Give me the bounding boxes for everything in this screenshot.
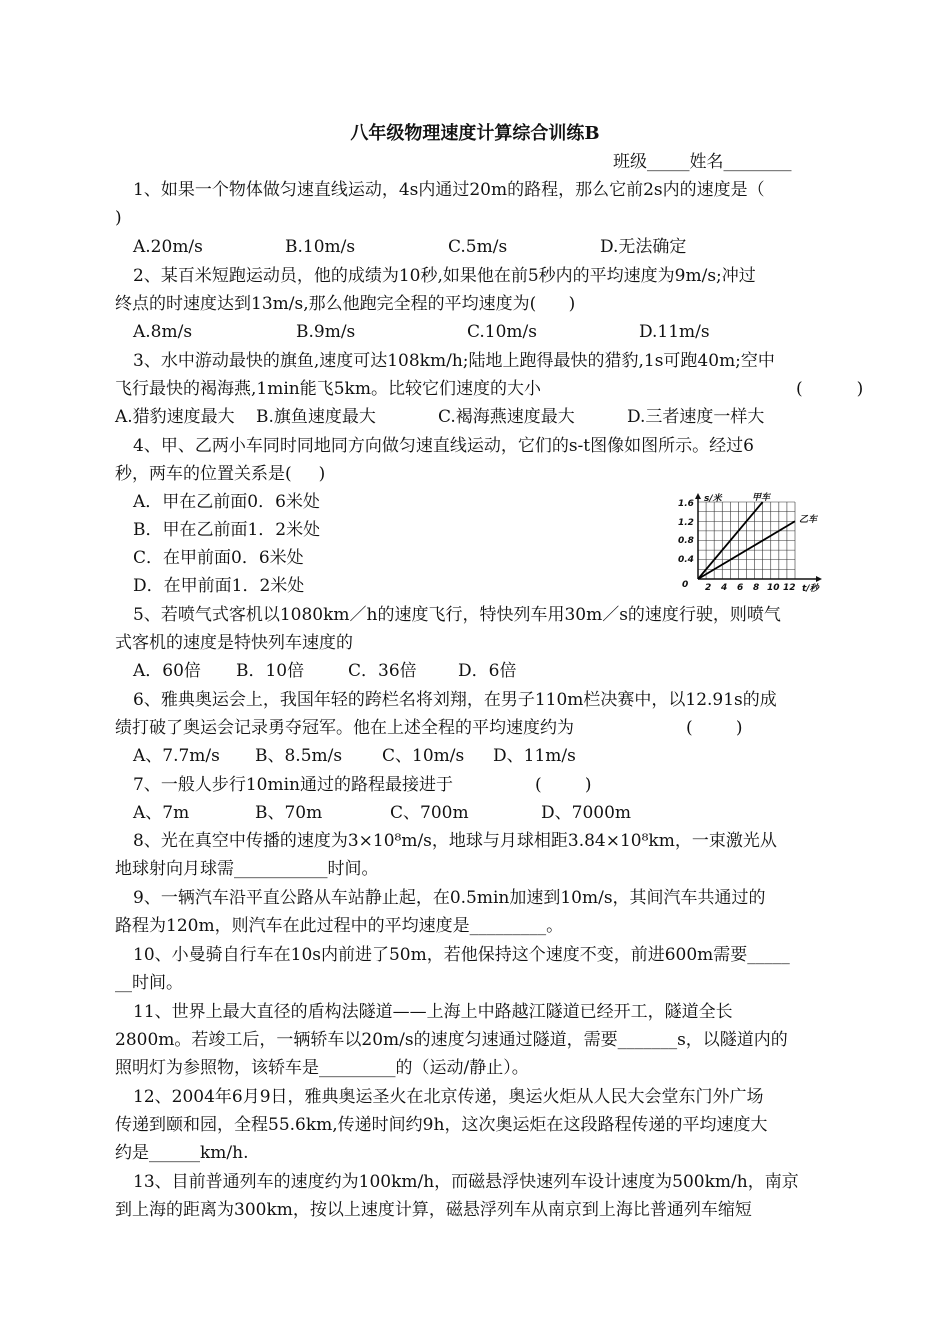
q4-option-a: A．甲在乙前面0．6米处 <box>133 492 320 512</box>
q3-option-a: A.猎豹速度最大 <box>115 407 235 427</box>
x-axis-label: t/秒 <box>802 584 819 594</box>
q13-line-2: 到上海的距离为300km，按以上速度计算，磁悬浮列车从南京到上海比普通列车缩短 <box>115 1200 752 1220</box>
q9-line-2: 路程为120m，则汽车在此过程中的平均速度是_________。 <box>115 916 564 936</box>
q4-option-c: C．在甲前面0．6米处 <box>133 548 304 568</box>
q2-line-2: 终点的时速度达到13m/s,那么他跑完全程的平均速度为( ) <box>115 294 576 314</box>
y-tick-label: 0.4 <box>678 555 694 565</box>
q7-option-d: D、7000m <box>541 803 632 823</box>
y-axis-label: s/米 <box>704 494 722 504</box>
q9-line-1: 9、一辆汽车沿平直公路从车站静止起，在0.5min加速到10m/s，其间汽车共通过的 <box>133 888 766 908</box>
series-label-yi: 乙车 <box>799 515 818 525</box>
x-tick-label: 8 <box>753 583 760 593</box>
q6-answer-bracket: ( ) <box>686 718 743 738</box>
q4-line-2: 秒，两车的位置关系是( ) <box>115 464 326 484</box>
q6-option-c: C、10m/s <box>382 746 465 766</box>
q5-line-2: 式客机的速度是特快列车速度的 <box>115 633 353 653</box>
q5-option-c: C．36倍 <box>348 661 417 681</box>
q6-line-2: 绩打破了奥运会记录勇夺冠军。他在上述全程的平均速度约为 <box>115 718 574 738</box>
graph-grid <box>698 502 795 579</box>
q1-option-a: A.20m/s <box>133 237 203 257</box>
x-axis-arrow-icon <box>816 576 822 582</box>
q12-line-2: 传递到颐和园，全程55.6km,传递时间约9h，这次奥运炬在这段路程传递的平均速度大 <box>115 1115 768 1135</box>
q7-option-c: C、700m <box>390 803 469 823</box>
y-tick-label: 1.2 <box>678 518 694 528</box>
class-name-line: 班级_____姓名________ <box>613 152 792 172</box>
q6-option-a: A、7.7m/s <box>133 746 220 766</box>
q10-line-1: 10、小曼骑自行车在10s内前进了50m，若他保持这个速度不变，前进600m需要_____ <box>133 945 790 965</box>
q11-line-1: 11、世界上最大直径的盾构法隧道——上海上中路越江隧道已经开工，隧道全长 <box>133 1002 733 1022</box>
x-tick-label: 6 <box>737 583 744 593</box>
q3-line-1: 3、水中游动最快的旗鱼,速度可达108km/h;陆地上跑得最快的猎豹,1s可跑40m;空中 <box>133 351 775 371</box>
q12-line-1: 12、2004年6月9日，雅典奥运圣火在北京传递，奥运火炬从人民大会堂东门外广场 <box>133 1087 764 1107</box>
q12-line-3: 约是______km/h. <box>115 1143 249 1163</box>
s-t-graph <box>678 492 838 594</box>
q1-option-d: D.无法确定 <box>600 237 687 257</box>
q5-option-a: A．60倍 <box>133 661 201 681</box>
q5-line-1: 5、若喷气式客机以1080km／h的速度飞行，特快列车用30m／s的速度行驶，则喷气 <box>133 605 781 625</box>
q2-option-a: A.8m/s <box>133 322 193 342</box>
q5-option-d: D．6倍 <box>458 661 517 681</box>
q4-line-1: 4、甲、乙两小车同时同地同方向做匀速直线运动，它们的s-t图像如图所示。经过6 <box>133 436 754 456</box>
q5-option-b: B．10倍 <box>236 661 305 681</box>
q7-option-a: A、7m <box>133 803 190 823</box>
q4-option-d: D．在甲前面1．2米处 <box>133 576 305 596</box>
origin-label: 0 <box>682 580 689 590</box>
q2-line-1: 2、某百米短跑运动员，他的成绩为10秒,如果他在前5秒内的平均速度为9m/s;冲过 <box>133 266 756 286</box>
series-label-jia: 甲车 <box>752 493 771 503</box>
q1-line-2: ) <box>115 208 122 228</box>
y-tick-label: 1.6 <box>678 499 694 509</box>
y-axis-arrow-icon <box>695 493 701 499</box>
q11-line-2: 2800m。若竣工后，一辆轿车以20m/s的速度匀速通过隧道，需要_______s，以隧道内的 <box>115 1030 788 1050</box>
q3-option-d: D.三者速度一样大 <box>627 407 765 427</box>
q7-answer-bracket: ( ) <box>535 775 592 795</box>
q6-option-d: D、11m/s <box>493 746 576 766</box>
q6-option-b: B、8.5m/s <box>255 746 343 766</box>
q1-line-1: 1、如果一个物体做匀速直线运动，4s内通过20m的路程，那么它前2s内的速度是（ <box>133 180 765 200</box>
q8-line-1: 8、光在真空中传播的速度为3×10⁸m/s，地球与月球相距3.84×10⁸km，一束激光从 <box>133 831 777 851</box>
q2-option-d: D.11m/s <box>639 322 710 342</box>
q11-line-3: 照明灯为参照物，该轿车是_________的（运动/静止）。 <box>115 1058 529 1078</box>
x-tick-label: 2 <box>705 583 712 593</box>
q7-line-1: 7、一般人步行10min通过的路程最接进于 <box>133 775 453 795</box>
q13-line-1: 13、目前普通列车的速度约为100km/h，而磁悬浮快速列车设计速度为500km/h，南京 <box>133 1172 799 1192</box>
q1-option-b: B.10m/s <box>285 237 356 257</box>
q4-option-b: B．甲在乙前面1．2米处 <box>133 520 321 540</box>
y-tick-label: 0.8 <box>678 536 694 546</box>
q8-line-2: 地球射向月球需___________时间。 <box>115 859 379 879</box>
q7-option-b: B、70m <box>255 803 323 823</box>
q6-line-1: 6、雅典奥运会上，我国年轻的跨栏名将刘翔，在男子110m栏决赛中，以12.91s的成 <box>133 690 777 710</box>
page-title: 八年级物理速度计算综合训练B <box>350 123 600 144</box>
q3-line-2: 飞行最快的褐海燕,1min能飞5km。比较它们速度的大小 <box>115 379 541 399</box>
x-tick-label: 10 <box>767 583 780 593</box>
q2-option-b: B.9m/s <box>296 322 356 342</box>
q1-option-c: C.5m/s <box>448 237 508 257</box>
q3-option-b: B.旗鱼速度最大 <box>256 407 376 427</box>
x-tick-label: 12 <box>783 583 796 593</box>
q2-option-c: C.10m/s <box>467 322 538 342</box>
x-tick-label: 4 <box>721 583 728 593</box>
q10-line-2: __时间。 <box>115 973 183 993</box>
q3-answer-bracket: ( ) <box>796 379 864 399</box>
q3-option-c: C.褐海燕速度最大 <box>438 407 575 427</box>
